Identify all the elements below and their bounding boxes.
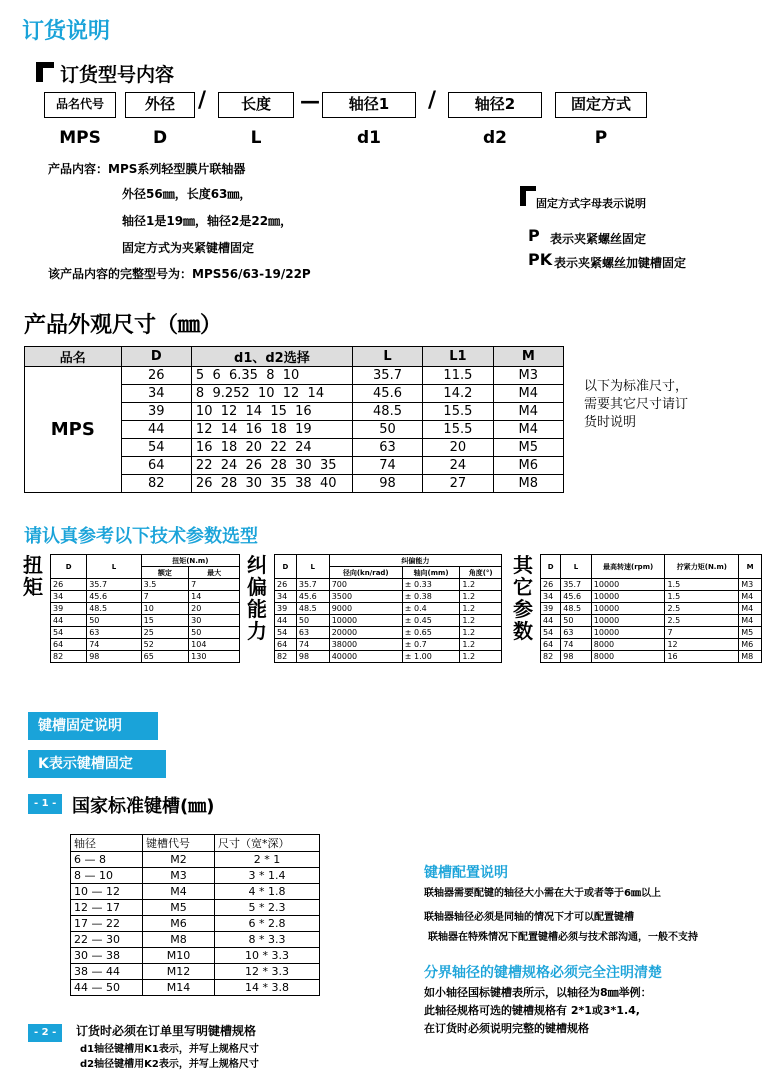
cell: 12 * 3.3 <box>215 964 320 980</box>
cell: 63 <box>561 627 591 639</box>
cell: 39 <box>541 603 561 615</box>
cell: 14 <box>189 591 240 603</box>
cell: 1.5 <box>665 591 739 603</box>
cell: 45.6 <box>87 591 141 603</box>
model-box-shaft1: 轴径1 <box>322 92 416 118</box>
cell: 10000 <box>591 579 665 591</box>
cell: 39 <box>275 603 297 615</box>
cell: 3.5 <box>141 579 189 591</box>
cell: 26 28 30 35 38 40 <box>191 475 352 493</box>
separator-dash: — <box>300 89 320 113</box>
example-line-1: 产品内容：MPS系列轻型膜片联轴器 <box>48 162 246 176</box>
cell: 1.5 <box>665 579 739 591</box>
cell: 45.6 <box>296 591 329 603</box>
cell: 98 <box>561 651 591 663</box>
cell: 64 <box>121 457 191 475</box>
torque-table <box>50 554 240 663</box>
table-row <box>51 627 240 639</box>
table-row <box>275 651 502 663</box>
cell: 50 <box>561 615 591 627</box>
cell: 35.7 <box>87 579 141 591</box>
cell: 700 <box>329 579 402 591</box>
cell: 50 <box>352 421 422 439</box>
cell: M4 <box>493 421 563 439</box>
cell: 74 <box>87 639 141 651</box>
torque-header-l: L <box>87 555 141 579</box>
dimensions-note: 以下为标准尺寸，需要其它尺寸请订货时说明 <box>584 379 689 430</box>
dev-header-l: L <box>296 555 329 579</box>
dev-header-group: 纠偏能力 <box>329 555 501 567</box>
cell: 54 <box>121 439 191 457</box>
torque-header-rated: 额定 <box>141 567 189 579</box>
example-line-3: 轴径1是19㎜，轴径2是22㎜， <box>122 214 293 228</box>
other-table <box>540 554 762 663</box>
cell: 34 <box>121 385 191 403</box>
table-row <box>541 651 762 663</box>
dim-header-name: 品名 <box>25 347 122 367</box>
model-box-fix-method: 固定方式 <box>555 92 647 118</box>
torque-header-max: 最大 <box>189 567 240 579</box>
cell: ± 1.00 <box>402 651 460 663</box>
table-row <box>71 964 320 980</box>
cell: 64 <box>541 639 561 651</box>
cell: M4 <box>143 884 215 900</box>
cell: 17 — 22 <box>71 916 143 932</box>
cell: 74 <box>352 457 422 475</box>
fix-code-pk: PK <box>528 250 553 269</box>
table-row <box>275 615 502 627</box>
cell: 104 <box>189 639 240 651</box>
cell: ± 0.65 <box>402 627 460 639</box>
table-row <box>51 591 240 603</box>
cell: M4 <box>739 603 762 615</box>
other-header-d: D <box>541 555 561 579</box>
cell: 5 * 2.3 <box>215 900 320 916</box>
corner-mark-icon-top <box>36 62 54 68</box>
table-row <box>541 627 762 639</box>
table-row <box>25 367 564 385</box>
example-line-4: 固定方式为夹紧键槽固定 <box>122 241 255 255</box>
cell: M5 <box>739 627 762 639</box>
config-title: 键槽配置说明 <box>424 865 508 881</box>
keyway-title: 国家标准键槽(㎜) <box>72 796 215 817</box>
model-box-name: 品名代号 <box>44 92 116 118</box>
fix-code-p: P <box>528 226 540 245</box>
order-note-line-2: d2轴径键槽用K2表示，并写上规格尺寸 <box>80 1059 259 1070</box>
cell: 9000 <box>329 603 402 615</box>
boundary-line-2: 此轴径规格可选的键槽规格有 2*1或3*1.4, <box>424 1004 640 1017</box>
cell: 45.6 <box>561 591 591 603</box>
table-row <box>71 948 320 964</box>
dim-header-l1: L1 <box>423 347 493 367</box>
table-row <box>71 932 320 948</box>
cell: 1.2 <box>460 639 502 651</box>
cell: M8 <box>143 932 215 948</box>
cell: 82 <box>51 651 87 663</box>
dev-header-angle: 角度(°) <box>460 567 502 579</box>
cell: 82 <box>121 475 191 493</box>
other-header-speed: 最高转速(rpm) <box>591 555 665 579</box>
cell: 54 <box>51 627 87 639</box>
cell: M4 <box>739 615 762 627</box>
cell: 5 6 6.35 8 10 <box>191 367 352 385</box>
cell: 24 <box>423 457 493 475</box>
cell: 6 — 8 <box>71 852 143 868</box>
deviation-table <box>274 554 502 663</box>
cell: 54 <box>541 627 561 639</box>
cell: 39 <box>121 403 191 421</box>
k-badge: K表示键槽固定 <box>28 750 166 778</box>
cell: 48.5 <box>296 603 329 615</box>
cell: 63 <box>352 439 422 457</box>
cell: 50 <box>87 615 141 627</box>
cell: 1.2 <box>460 579 502 591</box>
cell: 34 <box>51 591 87 603</box>
cell: 2.5 <box>665 615 739 627</box>
cell: M3 <box>143 868 215 884</box>
cell: M4 <box>493 403 563 421</box>
cell: 26 <box>275 579 297 591</box>
cell: 14.2 <box>423 385 493 403</box>
table-row <box>71 884 320 900</box>
code-d2: d2 <box>483 128 507 148</box>
cell: 63 <box>87 627 141 639</box>
cell: 82 <box>275 651 297 663</box>
table-row <box>71 868 320 884</box>
order-model-title: 订货型号内容 <box>60 64 175 86</box>
cell: 7 <box>189 579 240 591</box>
table-row <box>541 639 762 651</box>
table-row <box>275 591 502 603</box>
cell: ± 0.38 <box>402 591 460 603</box>
code-mps: MPS <box>59 128 101 148</box>
cell: 8 9.252 10 12 14 <box>191 385 352 403</box>
cell: 45.6 <box>352 385 422 403</box>
number-2-badge: - 2 - <box>28 1024 62 1042</box>
cell: ± 0.7 <box>402 639 460 651</box>
cell: 98 <box>352 475 422 493</box>
dimensions-title: 产品外观尺寸（㎜） <box>24 313 223 338</box>
cell: ± 0.45 <box>402 615 460 627</box>
table-row <box>275 627 502 639</box>
cell: M6 <box>493 457 563 475</box>
table-row <box>51 615 240 627</box>
dim-header-l: L <box>352 347 422 367</box>
cell: 20 <box>423 439 493 457</box>
cell: 16 <box>665 651 739 663</box>
separator-slash-2: / <box>428 88 437 113</box>
keyway-table <box>70 834 320 996</box>
table-row <box>541 579 762 591</box>
kw-header-size: 尺寸（宽*深） <box>215 835 320 852</box>
fix-legend-title: 固定方式字母表示说明 <box>536 197 646 210</box>
dim-header-d: D <box>121 347 191 367</box>
cell: 35.7 <box>352 367 422 385</box>
cell: 1.2 <box>460 651 502 663</box>
dev-header-axial: 轴向(mm) <box>402 567 460 579</box>
cell: 44 — 50 <box>71 980 143 996</box>
dim-product-mps: MPS <box>25 367 122 493</box>
other-header-torque: 拧紧力矩(N.m) <box>665 555 739 579</box>
cell: M4 <box>493 385 563 403</box>
cell: 10 * 3.3 <box>215 948 320 964</box>
config-line-2: 联轴器轴径必须是同轴的情况下才可以配置键槽 <box>424 912 634 923</box>
page-title: 订货说明 <box>22 19 111 44</box>
cell: 64 <box>275 639 297 651</box>
torque-label: 扭矩 <box>23 553 43 599</box>
cell: 15.5 <box>423 403 493 421</box>
cell: 1.2 <box>460 603 502 615</box>
cell: 26 <box>541 579 561 591</box>
table-row <box>541 591 762 603</box>
cell: 1.2 <box>460 615 502 627</box>
cell: 44 <box>541 615 561 627</box>
cell: 8 * 3.3 <box>215 932 320 948</box>
code-d: D <box>152 128 168 148</box>
cell: 98 <box>296 651 329 663</box>
cell: 38000 <box>329 639 402 651</box>
cell: 82 <box>541 651 561 663</box>
model-box-shaft2: 轴径2 <box>448 92 542 118</box>
cell: 30 <box>189 615 240 627</box>
cell: 2 * 1 <box>215 852 320 868</box>
fix-text-pk: 表示夹紧螺丝加键槽固定 <box>554 256 687 270</box>
cell: M3 <box>739 579 762 591</box>
keyway-badge: 键槽固定说明 <box>28 712 158 740</box>
cell: 20 <box>189 603 240 615</box>
example-line-5: 该产品内容的完整型号为：MPS56/63-19/22P <box>48 267 311 281</box>
code-l: L <box>250 128 262 148</box>
kw-header-shaft: 轴径 <box>71 835 143 852</box>
cell: 1.2 <box>460 591 502 603</box>
table-row <box>541 603 762 615</box>
cell: 1.2 <box>460 627 502 639</box>
cell: ± 0.33 <box>402 579 460 591</box>
cell: 12 14 16 18 19 <box>191 421 352 439</box>
other-header-m: M <box>739 555 762 579</box>
table-row <box>275 639 502 651</box>
corner-mark-icon-2-top <box>520 186 536 191</box>
cell: 12 <box>665 639 739 651</box>
cell: 22 24 26 28 30 35 <box>191 457 352 475</box>
cell: 4 * 1.8 <box>215 884 320 900</box>
cell: 35.7 <box>296 579 329 591</box>
tech-title: 请认真参考以下技术参数选型 <box>24 526 258 547</box>
table-row <box>51 651 240 663</box>
cell: 38 — 44 <box>71 964 143 980</box>
cell: 22 — 30 <box>71 932 143 948</box>
cell: 12 — 17 <box>71 900 143 916</box>
cell: 50 <box>296 615 329 627</box>
cell: 8 — 10 <box>71 868 143 884</box>
cell: M10 <box>143 948 215 964</box>
table-row <box>51 579 240 591</box>
cell: 2.5 <box>665 603 739 615</box>
cell: 26 <box>51 579 87 591</box>
boundary-line-1: 如小轴径国标键槽表所示，以轴径为8㎜举例： <box>424 986 652 999</box>
deviation-label: 纠偏能力 <box>247 553 267 643</box>
number-1-badge: - 1 - <box>28 794 62 814</box>
cell: 48.5 <box>87 603 141 615</box>
cell: 8000 <box>591 651 665 663</box>
cell: 8000 <box>591 639 665 651</box>
dimensions-table <box>24 346 564 493</box>
cell: M8 <box>739 651 762 663</box>
cell: M12 <box>143 964 215 980</box>
other-label: 其它参数 <box>513 553 533 643</box>
example-line-2: 外径56㎜，长度63㎜， <box>122 187 252 201</box>
cell: 3500 <box>329 591 402 603</box>
cell: 10000 <box>329 615 402 627</box>
cell: 50 <box>189 627 240 639</box>
cell: 34 <box>275 591 297 603</box>
cell: 6 * 2.8 <box>215 916 320 932</box>
cell: 16 18 20 22 24 <box>191 439 352 457</box>
fix-text-p: 表示夹紧螺丝固定 <box>550 232 647 246</box>
order-note-title: 订货时必须在订单里写明键槽规格 <box>76 1024 257 1038</box>
other-header-l: L <box>561 555 591 579</box>
cell: 34 <box>541 591 561 603</box>
dim-header-m: M <box>493 347 563 367</box>
cell: 40000 <box>329 651 402 663</box>
cell: ± 0.4 <box>402 603 460 615</box>
cell: 10 12 14 15 16 <box>191 403 352 421</box>
cell: M5 <box>143 900 215 916</box>
cell: 30 — 38 <box>71 948 143 964</box>
dev-header-d: D <box>275 555 297 579</box>
dim-header-d1d2: d1、d2选择 <box>191 347 352 367</box>
cell: 26 <box>121 367 191 385</box>
table-row <box>71 916 320 932</box>
cell: 74 <box>296 639 329 651</box>
code-d1: d1 <box>357 128 381 148</box>
cell: 15.5 <box>423 421 493 439</box>
cell: 10 — 12 <box>71 884 143 900</box>
cell: 44 <box>275 615 297 627</box>
boundary-line-3: 在订货时必须说明完整的键槽规格 <box>424 1022 589 1035</box>
torque-header-group: 扭矩(N.m) <box>141 555 239 567</box>
boundary-title: 分界轴径的键槽规格必须完全注明清楚 <box>424 965 662 981</box>
model-box-outer-dia: 外径 <box>125 92 195 118</box>
table-row <box>71 980 320 996</box>
torque-header-d: D <box>51 555 87 579</box>
cell: 74 <box>561 639 591 651</box>
cell: M2 <box>143 852 215 868</box>
cell: M5 <box>493 439 563 457</box>
cell: 10000 <box>591 603 665 615</box>
cell: M14 <box>143 980 215 996</box>
cell: 10 <box>141 603 189 615</box>
cell: 20000 <box>329 627 402 639</box>
config-line-1: 联轴器需要配键的轴径大小需在大于或者等于6㎜以上 <box>424 888 661 899</box>
cell: 44 <box>51 615 87 627</box>
cell: 27 <box>423 475 493 493</box>
cell: 130 <box>189 651 240 663</box>
cell: M6 <box>143 916 215 932</box>
cell: 11.5 <box>423 367 493 385</box>
cell: M8 <box>493 475 563 493</box>
cell: M4 <box>739 591 762 603</box>
separator-slash-1: / <box>198 88 207 113</box>
cell: 7 <box>141 591 189 603</box>
table-row <box>71 852 320 868</box>
cell: 54 <box>275 627 297 639</box>
cell: 3 * 1.4 <box>215 868 320 884</box>
table-row <box>275 579 502 591</box>
cell: 25 <box>141 627 189 639</box>
cell: 10000 <box>591 615 665 627</box>
cell: 35.7 <box>561 579 591 591</box>
cell: 64 <box>51 639 87 651</box>
cell: 44 <box>121 421 191 439</box>
model-box-length: 长度 <box>218 92 294 118</box>
table-row <box>541 615 762 627</box>
cell: 98 <box>87 651 141 663</box>
cell: M3 <box>493 367 563 385</box>
table-row <box>71 900 320 916</box>
kw-header-code: 键槽代号 <box>143 835 215 852</box>
cell: M6 <box>739 639 762 651</box>
table-row <box>51 603 240 615</box>
table-row <box>51 639 240 651</box>
table-row <box>275 603 502 615</box>
code-p: P <box>594 128 608 148</box>
config-line-3: 联轴器在特殊情况下配置键槽必须与技术部沟通，一般不支持 <box>428 932 698 943</box>
cell: 39 <box>51 603 87 615</box>
cell: 52 <box>141 639 189 651</box>
cell: 63 <box>296 627 329 639</box>
cell: 65 <box>141 651 189 663</box>
cell: 15 <box>141 615 189 627</box>
cell: 10000 <box>591 591 665 603</box>
order-note-line-1: d1轴径键槽用K1表示，并写上规格尺寸 <box>80 1044 259 1055</box>
dev-header-radial: 径向(kn/rad) <box>329 567 402 579</box>
cell: 7 <box>665 627 739 639</box>
cell: 14 * 3.8 <box>215 980 320 996</box>
cell: 48.5 <box>561 603 591 615</box>
cell: 10000 <box>591 627 665 639</box>
cell: 48.5 <box>352 403 422 421</box>
